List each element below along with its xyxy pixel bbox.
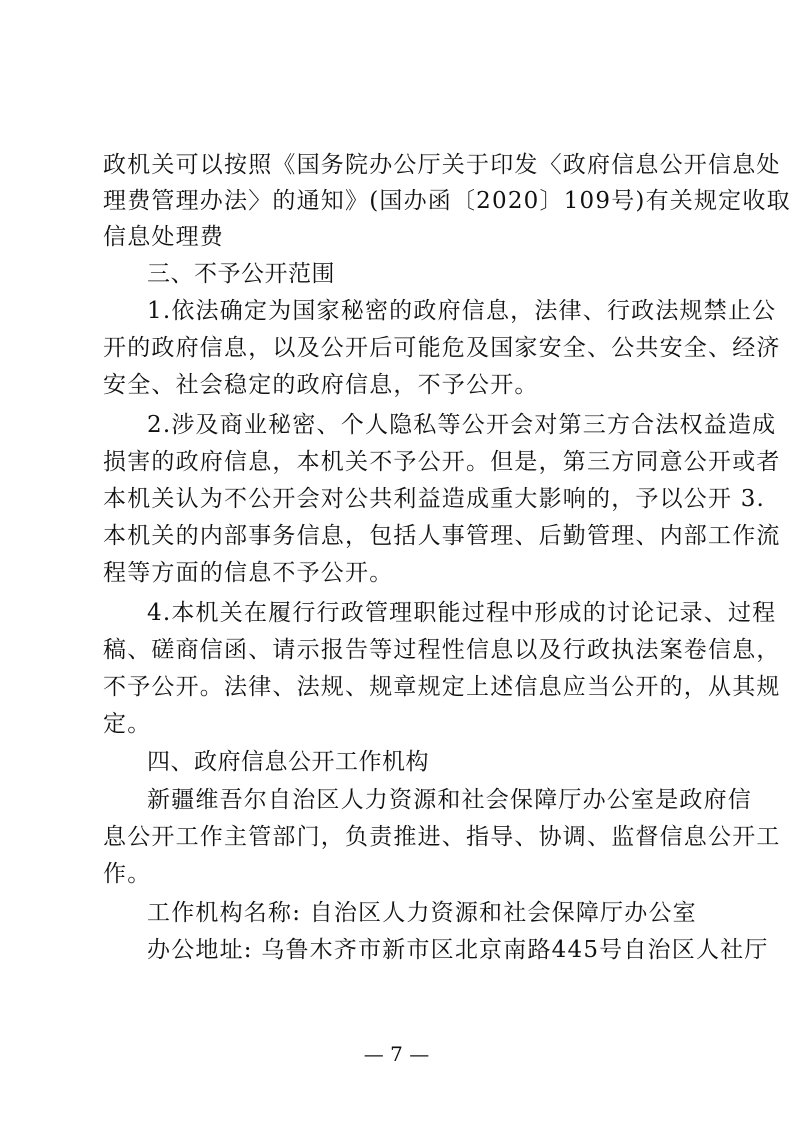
- text-line-16: 定。: [103, 711, 152, 737]
- section-heading-4: 四、政府信息公开工作机构: [147, 749, 429, 775]
- text-line-13: 4.本机关在履行行政管理职能过程中形成的讨论记录、过程: [147, 600, 777, 626]
- text-line-19: 息公开工作主管部门，负责推进、指导、协调、监督信息公开工: [103, 824, 781, 850]
- text-line-3: 信息处理费: [103, 224, 224, 250]
- text-line-14: 稿、磋商信函、请示报告等过程性信息以及行政执法案卷信息，: [103, 637, 781, 663]
- text-line-12: 程等方面的信息不予公开。: [103, 560, 394, 586]
- page-number: — 7 —: [363, 1042, 430, 1066]
- section-heading-3: 三、不予公开范围: [147, 261, 335, 287]
- text-line-15: 不予公开。法律、法规、规章规定上述信息应当公开的，从其规: [103, 674, 781, 700]
- text-line-11: 本机关的内部事务信息，包括人事管理、后勤管理、内部工作流: [103, 523, 781, 549]
- office-address-line: 办公地址: 乌鲁木齐市新市区北京南路445号自治区人社厅: [147, 937, 769, 963]
- text-line-18: 新疆维吾尔自治区人力资源和社会保障厅办公室是政府信: [147, 787, 752, 813]
- text-line-7: 安全、社会稳定的政府信息，不予公开。: [103, 372, 539, 398]
- office-name-line: 工作机构名称: 自治区人力资源和社会保障厅办公室: [147, 900, 697, 926]
- text-line-10: 本机关认为不公开会对公共利益造成重大影响的，予以公开 3.: [103, 486, 766, 512]
- text-line-5: 1.依法确定为国家秘密的政府信息，法律、行政法规禁止公: [147, 298, 777, 324]
- text-line-20: 作。: [103, 861, 152, 887]
- text-line-2: 理费管理办法〉的通知》(国办函〔2020〕109号)有关规定收取: [103, 188, 791, 214]
- text-line-9: 损害的政府信息，本机关不予公开。但是，第三方同意公开或者: [103, 449, 781, 475]
- text-line-1: 政机关可以按照《国务院办公厅关于印发〈政府信息公开信息处: [103, 152, 781, 178]
- text-line-8: 2.涉及商业秘密、个人隐私等公开会对第三方合法权益造成: [147, 412, 777, 438]
- text-line-6: 开的政府信息，以及公开后可能危及国家安全、公共安全、经济: [103, 335, 781, 361]
